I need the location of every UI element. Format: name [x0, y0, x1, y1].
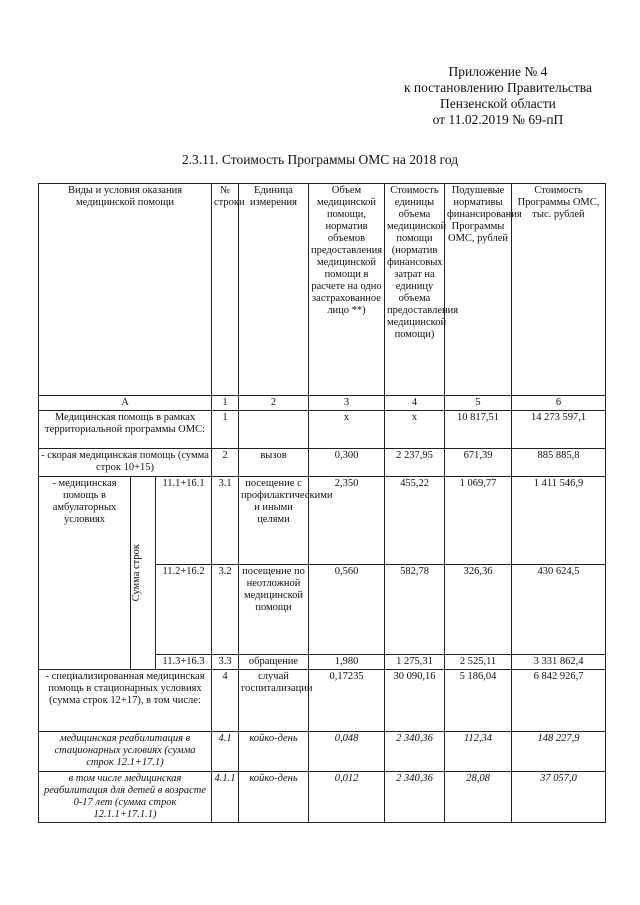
- row-per-capita: 326,36: [445, 565, 512, 655]
- row-volume: х: [309, 411, 385, 449]
- index-cell: 5: [445, 396, 512, 411]
- row-number: 3.3: [212, 655, 239, 670]
- table-row: [39, 670, 606, 732]
- index-cell: 1: [212, 396, 239, 411]
- row-sum-ref: 11.2+16.2: [156, 565, 212, 655]
- row-per-capita: 10 817,51: [445, 411, 512, 449]
- table-row: [39, 449, 606, 477]
- row-volume: 0,012: [309, 772, 385, 823]
- row-name: - специализированная медицинская помощь в стационарных условиях (сумма строк 12+17), в том числе:: [39, 670, 212, 732]
- row-total: 885 885,8: [512, 449, 606, 477]
- row-unit-cost: 1 275,31: [385, 655, 445, 670]
- row-volume: 0,300: [309, 449, 385, 477]
- header-care-type: Виды и условия оказания медицинской помощи: [39, 184, 212, 396]
- table-row: [39, 772, 606, 823]
- header-unit: Единица измерения: [239, 184, 309, 396]
- row-volume: 0,048: [309, 732, 385, 772]
- row-number: 4: [212, 670, 239, 732]
- table-row: [39, 411, 606, 449]
- row-unit: койко-день: [239, 772, 309, 823]
- table-row: [39, 477, 606, 565]
- row-name: в том числе медицинская реабилитация для детей в возрасте 0-17 лет (сумма строк 12.1.1+17.1.1): [39, 772, 212, 823]
- appendix-resolution: к постановлению Правительства: [403, 80, 592, 95]
- row-total: 37 057,0: [512, 772, 606, 823]
- row-number: 4.1.1: [212, 772, 239, 823]
- header-volume: Объем медицинской помощи, норматив объемов предоставления медицинской помощи в расчете на одно застрахованное лицо **): [309, 184, 385, 396]
- index-cell: 3: [309, 396, 385, 411]
- table-row: [39, 732, 606, 772]
- table-header-row: [39, 184, 606, 396]
- page-title: 2.3.11. Стоимость Программы ОМС на 2018 год: [181, 152, 459, 167]
- row-volume: 1,980: [309, 655, 385, 670]
- appendix-header: [404, 64, 592, 128]
- row-unit: обращение: [239, 655, 309, 670]
- row-number: 4.1: [212, 732, 239, 772]
- row-volume: 0,17235: [309, 670, 385, 732]
- header-unit-cost: Стоимость единицы объема медицинской помощи (норматив финансовых затрат на единицу объема предоставления медицинской помощи): [385, 184, 445, 396]
- row-unit-cost: 2 237,95: [385, 449, 445, 477]
- row-unit-cost: 582,78: [385, 565, 445, 655]
- appendix-number: Приложение № 4: [448, 64, 548, 79]
- row-name: - медицинская помощь в амбулаторных условиях: [39, 477, 131, 670]
- row-unit: вызов: [239, 449, 309, 477]
- index-cell: 6: [512, 396, 606, 411]
- row-per-capita: 671,39: [445, 449, 512, 477]
- row-unit: случай госпитализации: [239, 670, 309, 732]
- row-unit-cost: 30 090,16: [385, 670, 445, 732]
- appendix-region: Пензенской области: [440, 96, 556, 111]
- row-number: 1: [212, 411, 239, 449]
- row-sum-ref: 11.3+16.3: [156, 655, 212, 670]
- row-volume: 2,350: [309, 477, 385, 565]
- row-total: 1 411 546,9: [512, 477, 606, 565]
- row-name: медицинская реабилитация в стационарных условиях (сумма строк 12.1+17.1): [39, 732, 212, 772]
- row-unit-cost: 455,22: [385, 477, 445, 565]
- row-unit-cost: 2 340,36: [385, 732, 445, 772]
- row-unit-cost: х: [385, 411, 445, 449]
- row-number: 3.1: [212, 477, 239, 565]
- row-per-capita: 5 186,04: [445, 670, 512, 732]
- index-cell: 2: [239, 396, 309, 411]
- row-total: 6 842 926,7: [512, 670, 606, 732]
- row-per-capita: 2 525,11: [445, 655, 512, 670]
- table-index-row: [39, 396, 606, 411]
- index-cell: 4: [385, 396, 445, 411]
- row-number: 2: [212, 449, 239, 477]
- appendix-date: от 11.02.2019 № 69-пП: [432, 112, 564, 127]
- row-total: 430 624,5: [512, 565, 606, 655]
- header-row-number: № строки: [212, 184, 239, 396]
- row-name: Медицинская помощь в рамках территориальной программы ОМС:: [39, 411, 212, 449]
- row-unit-cost: 2 340,36: [385, 772, 445, 823]
- row-per-capita: 1 069,77: [445, 477, 512, 565]
- row-sum-ref: 11.1+16.1: [156, 477, 212, 565]
- row-unit: посещение с профилактическими и иными целями: [239, 477, 309, 565]
- oms-cost-table: [38, 183, 606, 823]
- row-unit: [239, 411, 309, 449]
- row-name: - скорая медицинская помощь (сумма строк 10+15): [39, 449, 212, 477]
- sum-of-rows-label: Сумма строк: [131, 477, 156, 670]
- row-per-capita: 112,34: [445, 732, 512, 772]
- row-total: 3 331 862,4: [512, 655, 606, 670]
- row-number: 3.2: [212, 565, 239, 655]
- row-total: 148 227,9: [512, 732, 606, 772]
- row-unit: посещение по неотложной медицинской помощи: [239, 565, 309, 655]
- header-per-capita: Подушевые нормативы финансирования Программы ОМС, рублей: [445, 184, 512, 396]
- row-unit: койко-день: [239, 732, 309, 772]
- index-cell: А: [39, 396, 212, 411]
- row-per-capita: 28,08: [445, 772, 512, 823]
- row-volume: 0,560: [309, 565, 385, 655]
- row-total: 14 273 597,1: [512, 411, 606, 449]
- header-total-cost: Стоимость Программы ОМС, тыс. рублей: [512, 184, 606, 396]
